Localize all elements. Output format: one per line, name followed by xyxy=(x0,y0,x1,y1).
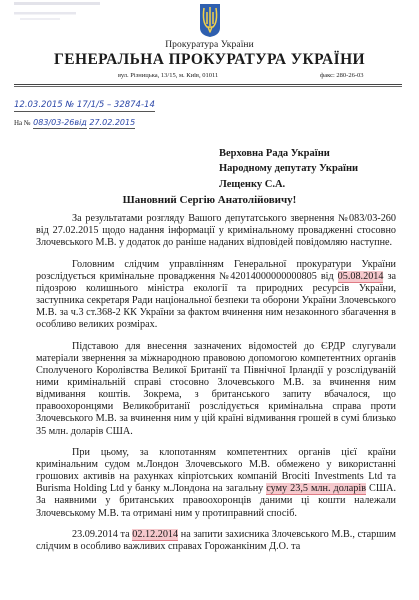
paragraph-4-text-a: При цьому, за клопотанням компетентних органів цієї країни кримінальним судом м.Лондон Злочевського М.В. обмежено у використанні грошових активів на рахунках кіпріотських компаній Brociti Investments Ltd та Burisma Holding Ltd у банку м.Лондона на загальну xyxy=(36,447,396,495)
address-line xyxy=(0,72,419,84)
paragraph-5 xyxy=(36,529,396,553)
recipient-line-2: Народному депутату України xyxy=(219,163,359,175)
recipient-line-3: Лещенку С.А. xyxy=(219,178,286,190)
org-subtitle: Прокуратура України xyxy=(165,40,254,50)
recipient-block xyxy=(219,146,358,192)
header-rule-thin xyxy=(14,86,402,87)
trident-emblem-icon xyxy=(199,2,221,38)
reference-date: 27.02.2015 xyxy=(89,118,136,127)
paragraph-5-text-b: на запити захисника Злочевського М.В., старшим слідчим в особливо важливих справах Горожанкіним Д.О. та xyxy=(36,529,397,553)
paragraph-2 xyxy=(36,259,396,332)
registration-number xyxy=(14,100,155,110)
paragraph-1: За результатами розгляду Вашого депутатського звернення №083/03-260 від 27.02.2015 щодо надання інформації у кримінальному провадженні стосовно Злочевського М.В. у додаток до раніше наданих відповідей повідомляю наступне. xyxy=(36,213,396,249)
paragraph-5-text-a: 23.09.2014 та xyxy=(72,529,133,541)
highlighted-amount: суму 23,5 млн. доларів xyxy=(266,483,367,495)
highlighted-date-2: 02.12.2014 xyxy=(132,529,179,541)
paragraph-4-text-b: США. За наявними у британських правоохоронців даними ці кошти належали Злочевському М.В. та отримані ним у протиправний спосіб. xyxy=(36,483,396,519)
address-text: вул. Різницька, 13/15, м. Київ, 01011 xyxy=(118,72,219,79)
faded-print-marks xyxy=(0,0,140,24)
recipient-line-1: Верховна Рада України xyxy=(219,148,330,159)
header-rule xyxy=(14,84,402,85)
paragraph-4 xyxy=(36,447,396,520)
reference-label: На № xyxy=(14,119,31,127)
reference-number xyxy=(14,118,135,127)
letter-body xyxy=(36,213,396,553)
highlighted-date: 05.08.2014 xyxy=(337,270,384,282)
paragraph-2-text-b: за підозрою колишнього міністра екології та природних ресурсів України, заступника секретаря Ради національної безпеки та оборони України Злочевського М.В. за ч.3 ст.368-2 КК України за фактом вчинення ним незаконного збагачення в особливо великих розмірах. xyxy=(36,270,396,331)
registration-number-text: 12.03.2015 № 17/1/5 – 32874-14 xyxy=(14,100,155,110)
fax-text: факс: 280-26-03 xyxy=(320,72,364,79)
paragraph-2-text-a: Головним слідчим управлінням Генеральної прокуратури України розслідується кримінальне провадження №42014000000000805 від xyxy=(36,258,396,282)
paragraph-3: Підставою для внесення зазначених відомостей до ЄРДР слугували матеріали звернення за міжнародною правовою допомогою компетентних органів Сполученого Королівства Великої Британії та Північної Ірландії у розслідуваній ними кримінальній справі стосовно Злочевського М.В. за вчинення ним відмивання коштів. Зокрема, з британського запиту вбачалося, що правоохоронцями Великобританії розслідується кримінальна справа проти Злочевського М.В. за вчинення ним у цій країні відмивання грошей в сумі близько 35 млн. доларів США. xyxy=(36,340,396,437)
org-title: ГЕНЕРАЛЬНА ПРОКУРАТУРА УКРАЇНИ xyxy=(53,51,365,68)
reference-value: 083/03-26від xyxy=(33,118,87,127)
salutation: Шановний Сергію Анатолійовичу! xyxy=(122,194,297,206)
